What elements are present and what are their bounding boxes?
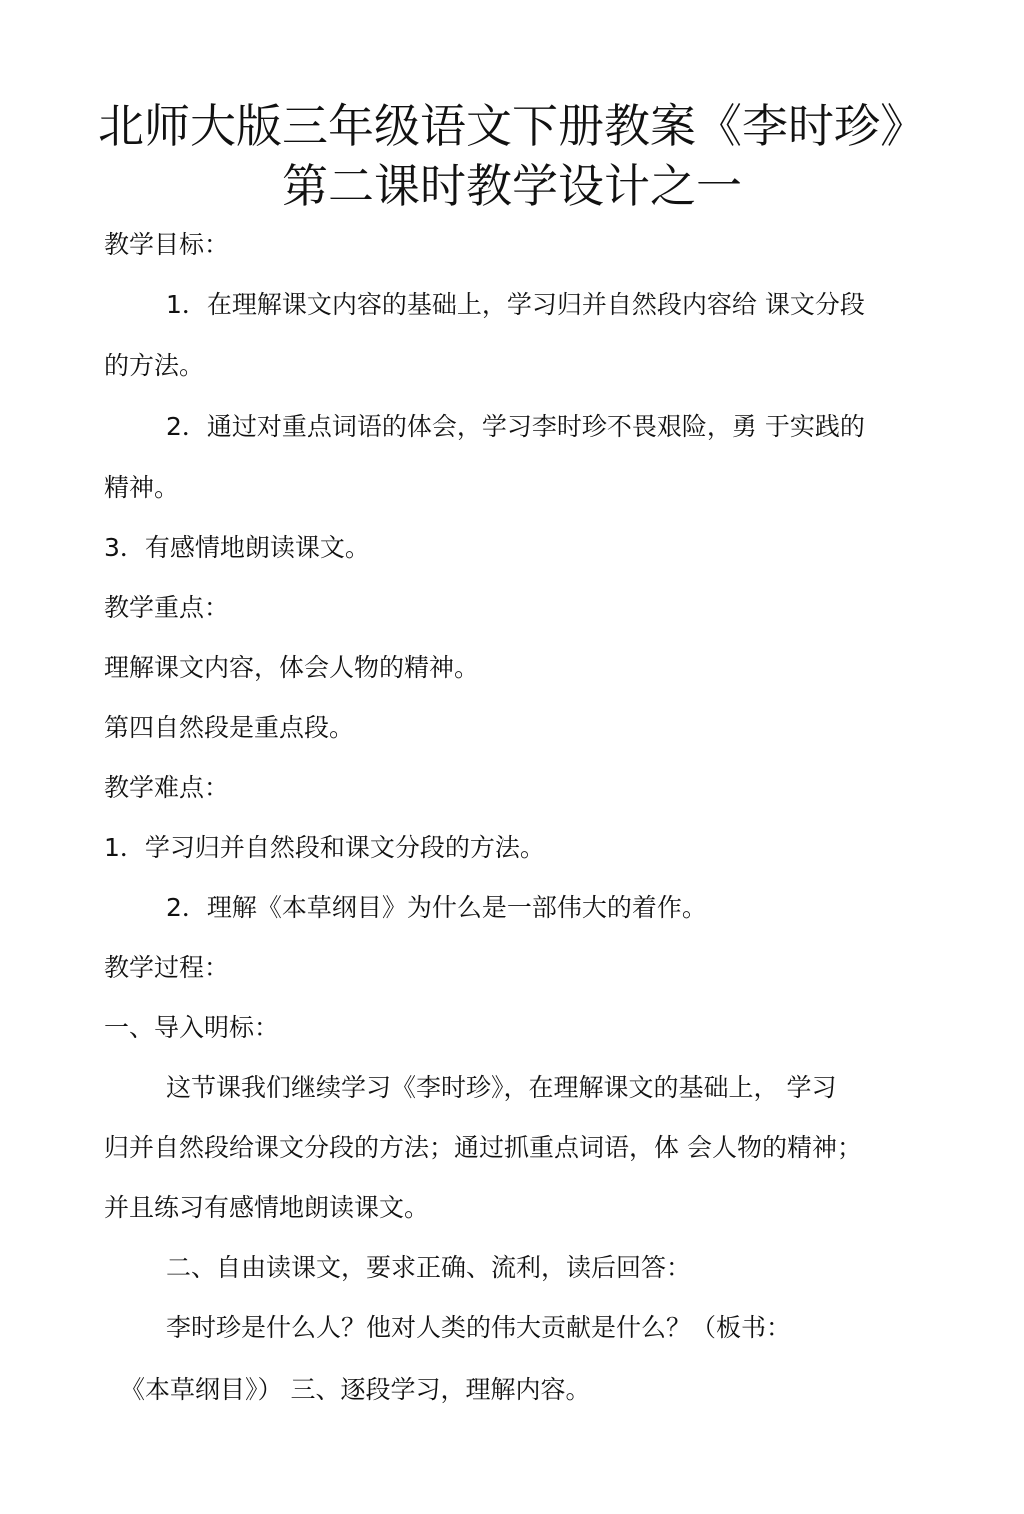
paragraph-line: 2．通过对重点词语的体会，学习李时珍不畏艰险，勇 于实践的 xyxy=(166,412,865,441)
section-heading-difficulties: 教学难点： xyxy=(104,773,230,802)
paragraph-line: 2．理解《本草纲目》为什么是一部伟大的着作。 xyxy=(166,893,707,922)
paragraph-line: 李时珍是什么人？他对人类的伟大贡献是什么？（板书： xyxy=(166,1313,792,1342)
section-heading-process: 教学过程： xyxy=(104,953,230,982)
paragraph-line: 的方法。 xyxy=(104,351,205,380)
paragraph-line: 归并自然段给课文分段的方法；通过抓重点词语，体 会人物的精神； xyxy=(104,1133,862,1162)
document-title-line-1: 北师大版三年级语文下册教案《李时珍》 xyxy=(98,99,926,153)
paragraph-line: 精神。 xyxy=(104,473,180,502)
section-heading-objectives: 教学目标： xyxy=(104,230,230,259)
paragraph-line: 《本草纲目》） 三、逐段学习，理解内容。 xyxy=(120,1375,591,1404)
paragraph-line: 1．在理解课文内容的基础上，学习归并自然段内容给 课文分段 xyxy=(166,290,865,319)
paragraph-line: 理解课文内容，体会人物的精神。 xyxy=(104,653,480,682)
section-heading-key-points: 教学重点： xyxy=(104,593,230,622)
paragraph-line: 第四自然段是重点段。 xyxy=(104,713,355,742)
paragraph-line: 1．学习归并自然段和课文分段的方法。 xyxy=(104,833,545,862)
paragraph-line: 这节课我们继续学习《李时珍》，在理解课文的基础上， 学习 xyxy=(166,1073,837,1102)
paragraph-line: 并且练习有感情地朗读课文。 xyxy=(104,1193,430,1222)
paragraph-line: 3．有感情地朗读课文。 xyxy=(104,533,370,562)
document-title-line-2: 第二课时教学设计之一 xyxy=(282,159,742,213)
paragraph-line: 二、自由读课文，要求正确、流利，读后回答： xyxy=(166,1253,692,1282)
paragraph-line: 一、导入明标： xyxy=(104,1013,280,1042)
